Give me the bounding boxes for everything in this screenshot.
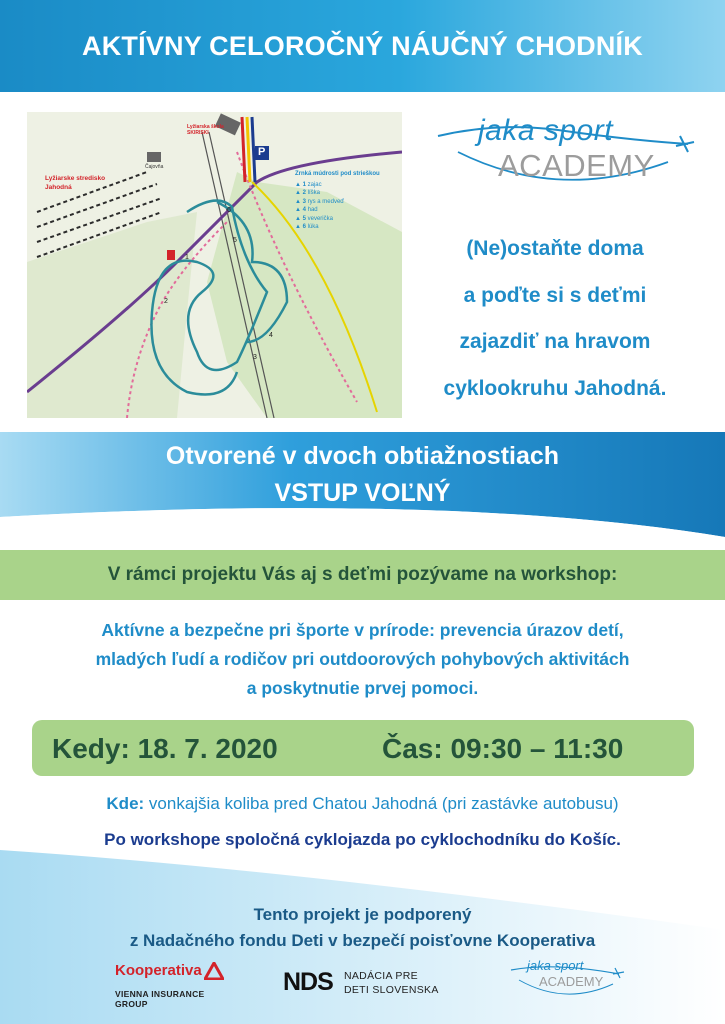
map-ski-school-label: Lyžiarska škola SKIRISKI	[187, 124, 224, 136]
location-label: Kde:	[106, 794, 145, 813]
event-date: Kedy: 18. 7. 2020	[52, 733, 278, 764]
map-legend-item: ▲ 2 líška	[295, 190, 320, 196]
trail-map	[27, 112, 402, 418]
jaka-sport-academy-small-logo	[505, 958, 625, 1004]
map-hut-label: Čajovňa	[145, 164, 164, 170]
small-logo-academy: ACADEMY	[539, 974, 604, 989]
tagline-line: (Ne)ostaňte doma	[466, 237, 644, 260]
small-logo-jaka: jaka sport	[527, 958, 584, 973]
kooperativa-triangle-icon	[204, 962, 224, 980]
invite-text: V rámci projektu Vás aj s deťmi pozývame na workshop:	[107, 564, 618, 585]
map-legend	[295, 170, 402, 232]
map-marker: 4	[269, 332, 273, 339]
location-line	[0, 794, 725, 814]
map-resort-label: Lyžiarske stredisko Jahodná	[45, 175, 106, 191]
kooperativa-name: Kooperativa	[115, 962, 202, 979]
workshop-description	[10, 616, 715, 703]
support-line: z Nadačného fondu Deti v bezpečí poisťovne Kooperativa	[129, 931, 596, 950]
map-marker: 5	[233, 237, 237, 244]
nds-line-2: DETI SLOVENSKA	[344, 984, 439, 996]
map-marker: 6	[227, 207, 231, 214]
tagline-line: a poďte si s deťmi	[463, 283, 647, 307]
invite-bar	[0, 550, 725, 600]
banner-text	[0, 438, 725, 512]
support-text	[0, 902, 725, 954]
nds-line-1: NADÁCIA PRE	[344, 970, 418, 982]
nds-logo	[283, 966, 453, 1002]
map-legend-item: ▲ 5 veverička	[295, 215, 333, 222]
kooperativa-logo	[115, 962, 230, 1009]
support-line: Tento projekt je podporený	[253, 905, 472, 924]
map-marker: 1	[185, 254, 189, 261]
banner-line-1: Otvorené v dvoch obtiažnostiach	[165, 442, 560, 470]
map-legend-item: ▲ 4 had	[295, 207, 318, 213]
logo-word-academy: ACADEMY	[498, 148, 655, 183]
map-legend-item: ▲ 3 rys a medveď	[295, 198, 344, 205]
workshop-line: a poskytnutie prvej pomoci.	[246, 678, 479, 698]
nds-mark: NDS	[283, 968, 333, 996]
map-parking-label: P	[258, 146, 266, 158]
tagline-line: cyklookruhu Jahodná.	[443, 376, 667, 400]
map-legend-item: ▲ 1 zajac	[295, 181, 322, 188]
banner-line-2: VSTUP VOĽNÝ	[274, 479, 451, 507]
kooperativa-subtitle: VIENNA INSURANCE GROUP	[115, 989, 205, 1009]
location-text: vonkajšia koliba pred Chatou Jahodná (pri zastávke autobusu)	[144, 794, 619, 813]
workshop-line: Aktívne a bezpečne pri športe v prírode: prevencia úrazov detí,	[101, 620, 624, 640]
workshop-line: mladých ľudí a rodičov pri outdoorových pohybových aktivitách	[95, 649, 630, 669]
after-workshop-line: Po workshope spoločná cyklojazda po cyklochodníku do Košíc.	[104, 830, 621, 849]
logo-word-jaka: jaka sport	[478, 114, 614, 147]
map-marker: 2	[164, 298, 168, 305]
event-time: Čas: 09:30 – 11:30	[382, 733, 624, 764]
top-banner	[0, 0, 725, 92]
map-marker: 3	[253, 354, 257, 361]
page-title: AKTÍVNY CELOROČNÝ NÁUČNÝ CHODNÍK	[82, 30, 643, 61]
tagline	[405, 226, 705, 412]
jaka-sport-academy-logo	[418, 112, 698, 202]
tagline-line: zajazdiť na hravom	[459, 330, 651, 353]
map-legend-item: ▲ 6 lúka	[295, 224, 319, 230]
map-legend-title: Zrnká múdrosti pod strieškou	[295, 171, 380, 177]
